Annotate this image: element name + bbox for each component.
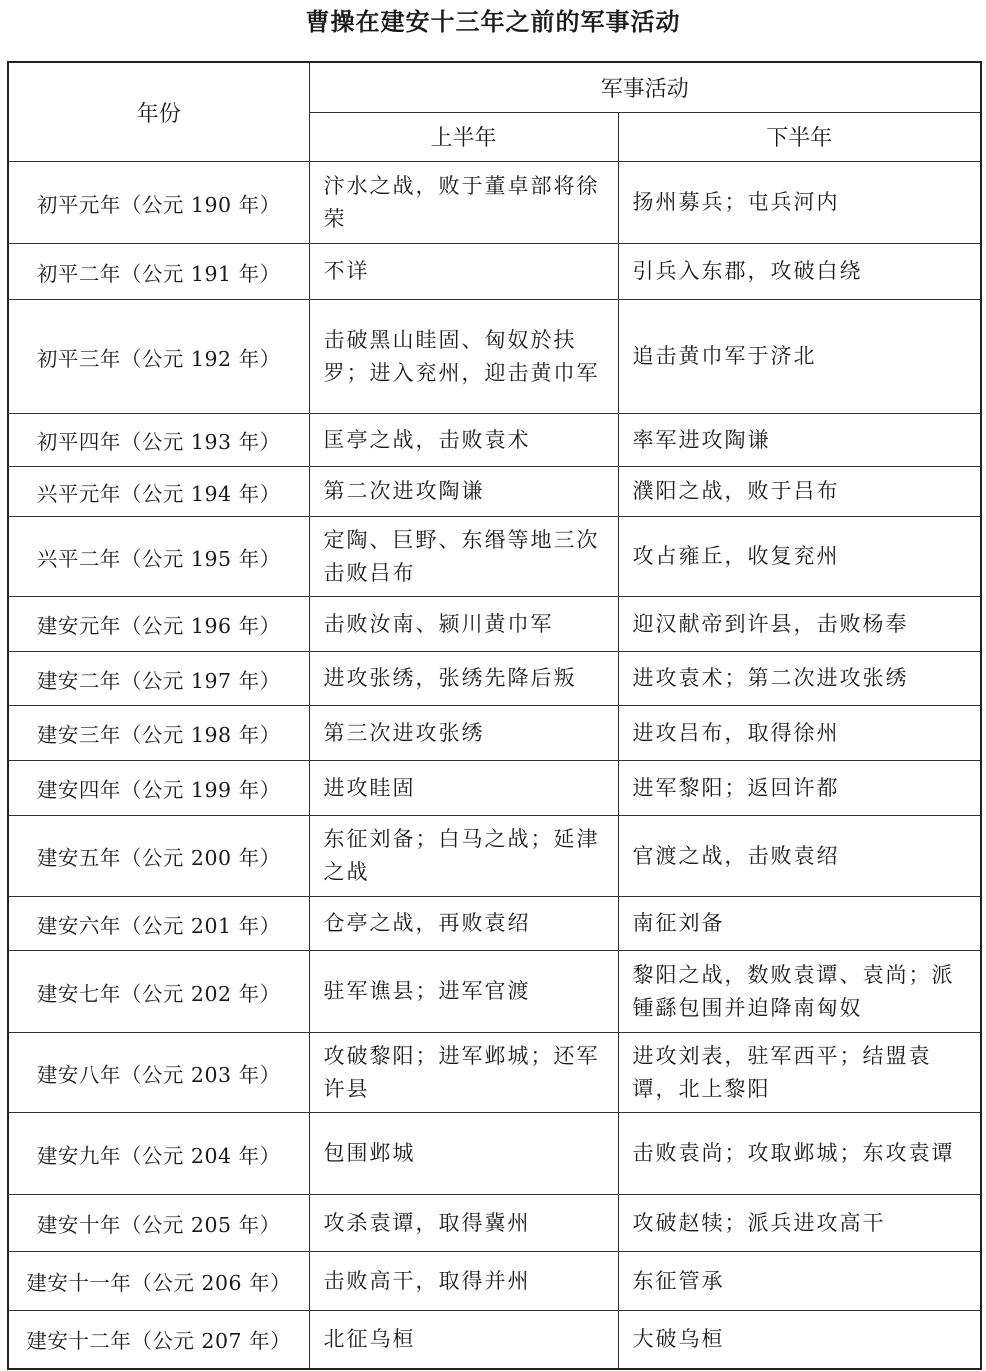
first-half-cell: 进攻眭固 [309, 761, 618, 816]
table-row [8, 1195, 981, 1252]
second-half-cell: 引兵入东郡，攻破白绕 [618, 244, 981, 300]
year-cell: 建安十年（公元 205 年） [8, 1195, 309, 1252]
table-row [8, 897, 981, 951]
second-half-cell: 击败袁尚；攻取邺城；东攻袁谭 [618, 1113, 981, 1195]
table-row [8, 1311, 981, 1369]
year-cell: 初平元年（公元 190 年） [8, 162, 309, 244]
year-cell: 建安二年（公元 197 年） [8, 652, 309, 706]
year-cell: 建安五年（公元 200 年） [8, 816, 309, 897]
second-half-cell: 追击黄巾军于济北 [618, 300, 981, 414]
year-cell: 兴平二年（公元 195 年） [8, 517, 309, 597]
table-row [8, 300, 981, 414]
table-row [8, 517, 981, 597]
first-half-cell: 击败高干，取得并州 [309, 1252, 618, 1311]
second-half-cell: 官渡之战，击败袁绍 [618, 816, 981, 897]
table-row [8, 951, 981, 1033]
table-row [8, 652, 981, 706]
table-row [8, 162, 981, 244]
first-half-cell: 第三次进攻张绣 [309, 706, 618, 761]
second-half-cell: 迎汉献帝到许县，击败杨奉 [618, 597, 981, 652]
second-half-cell: 攻破赵犊；派兵进攻高干 [618, 1195, 981, 1252]
second-half-cell: 进攻刘表，驻军西平；结盟袁谭，北上黎阳 [618, 1033, 981, 1113]
first-half-cell: 击破黑山眭固、匈奴於扶罗；进入兖州，迎击黄巾军 [309, 300, 618, 414]
first-half-cell: 不详 [309, 244, 618, 300]
first-half-cell: 击败汝南、颍川黄巾军 [309, 597, 618, 652]
header-military-activity: 军事活动 [309, 62, 981, 112]
year-cell: 建安四年（公元 199 年） [8, 761, 309, 816]
first-half-cell: 汴水之战，败于董卓部将徐荣 [309, 162, 618, 244]
first-half-cell: 攻破黎阳；进军邺城；还军许县 [309, 1033, 618, 1113]
table-row [8, 467, 981, 517]
year-cell: 建安九年（公元 204 年） [8, 1113, 309, 1195]
first-half-cell: 北征乌桓 [309, 1311, 618, 1369]
table-row [8, 1113, 981, 1195]
table-row [8, 1252, 981, 1311]
table-row [8, 706, 981, 761]
table-row [8, 816, 981, 897]
table-row [8, 1033, 981, 1113]
first-half-cell: 包围邺城 [309, 1113, 618, 1195]
header-year: 年份 [8, 62, 309, 162]
second-half-cell: 东征管承 [618, 1252, 981, 1311]
second-half-cell: 南征刘备 [618, 897, 981, 951]
first-half-cell: 进攻张绣，张绣先降后叛 [309, 652, 618, 706]
table-row [8, 761, 981, 816]
year-cell: 建安三年（公元 198 年） [8, 706, 309, 761]
second-half-cell: 率军进攻陶谦 [618, 414, 981, 467]
second-half-cell: 进军黎阳；返回许都 [618, 761, 981, 816]
second-half-cell: 濮阳之战，败于吕布 [618, 467, 981, 517]
military-activity-table [7, 61, 982, 1370]
second-half-cell: 黎阳之战，数败袁谭、袁尚；派锺繇包围并迫降南匈奴 [618, 951, 981, 1033]
page-title: 曹操在建安十三年之前的军事活动 [305, 7, 681, 36]
year-cell: 建安十一年（公元 206 年） [8, 1252, 309, 1311]
year-cell: 建安六年（公元 201 年） [8, 897, 309, 951]
second-half-cell: 扬州募兵；屯兵河内 [618, 162, 981, 244]
year-cell: 建安七年（公元 202 年） [8, 951, 309, 1033]
second-half-cell: 进攻袁术；第二次进攻张绣 [618, 652, 981, 706]
second-half-cell: 进攻吕布，取得徐州 [618, 706, 981, 761]
year-cell: 建安十二年（公元 207 年） [8, 1311, 309, 1369]
first-half-cell: 定陶、巨野、东缗等地三次击败吕布 [309, 517, 618, 597]
second-half-cell: 攻占雍丘，收复兖州 [618, 517, 981, 597]
first-half-cell: 仓亭之战，再败袁绍 [309, 897, 618, 951]
first-half-cell: 匡亭之战，击败袁术 [309, 414, 618, 467]
header-second-half: 下半年 [618, 112, 981, 162]
first-half-cell: 东征刘备；白马之战；延津之战 [309, 816, 618, 897]
year-cell: 初平二年（公元 191 年） [8, 244, 309, 300]
table-row [8, 597, 981, 652]
first-half-cell: 第二次进攻陶谦 [309, 467, 618, 517]
header-first-half: 上半年 [309, 112, 618, 162]
year-cell: 建安八年（公元 203 年） [8, 1033, 309, 1113]
year-cell: 初平三年（公元 192 年） [8, 300, 309, 414]
table-row [8, 414, 981, 467]
second-half-cell: 大破乌桓 [618, 1311, 981, 1369]
year-cell: 兴平元年（公元 194 年） [8, 467, 309, 517]
year-cell: 初平四年（公元 193 年） [8, 414, 309, 467]
table-row [8, 244, 981, 300]
year-cell: 建安元年（公元 196 年） [8, 597, 309, 652]
first-half-cell: 驻军谯县；进军官渡 [309, 951, 618, 1033]
first-half-cell: 攻杀袁谭，取得冀州 [309, 1195, 618, 1252]
